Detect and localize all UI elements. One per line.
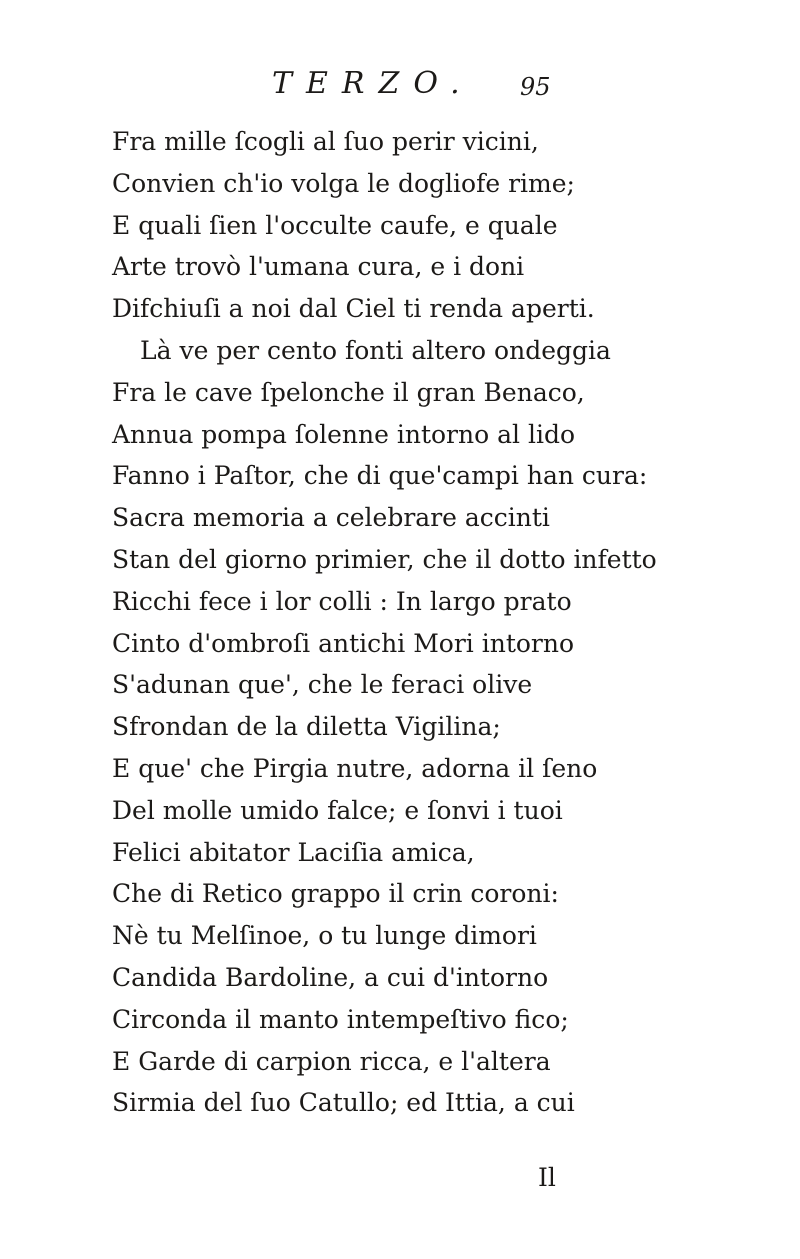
verse-line: Circonda il manto intempeſtivo fico; (112, 1004, 569, 1034)
verse-line: Nè tu Melſinoe, o tu lunge dimori (112, 921, 537, 951)
catchword: Il (538, 1163, 556, 1192)
verse-line: Annua pompa ſolenne intorno al lido (112, 419, 576, 449)
page-number: 95 (520, 73, 551, 101)
verse-line: Cinto d'ombroſi antichi Mori intorno (112, 628, 575, 658)
verse-line: Stan del giorno primier, che il dotto infetto (112, 544, 657, 574)
verse-line: Sfrondan de la diletta Vigilina; (112, 712, 501, 742)
verse-line: Fra mille ſcogli al ſuo perir vicini, (112, 127, 539, 156)
verse-line-indented: Là ve per cento fonti altero ondeggia (140, 335, 611, 365)
verse-block (112, 121, 712, 1124)
verse-line: Sirmia del ſuo Catullo; ed Ittia, a cui (112, 1088, 575, 1118)
running-head-title: TERZO. (272, 66, 474, 101)
verse-line: E quali ſien l'occulte caufe, e quale (112, 210, 558, 240)
verse-line: Felici abitator Laciſia amica, (112, 837, 475, 867)
verse-line: Candida Bardoline, a cui d'intorno (112, 962, 549, 992)
verse-line: Difchiuſi a noi dal Ciel ti renda aperti. (112, 294, 595, 324)
verse-line: Arte trovò l'umana cura, e i doni (112, 252, 525, 282)
verse-line: Ricchi fece i lor colli : In largo prato (112, 586, 572, 616)
verse-line: E que' che Pirgia nutre, adorna il ſeno (112, 753, 598, 783)
verse-line: Fanno i Paſtor, che di que'campi han cura: (112, 461, 648, 491)
verse-line: S'adunan que', che le feraci olive (112, 670, 533, 700)
verse-line: Convien ch'io volga le dogliofe rime; (112, 168, 575, 198)
verse-line: Del molle umido falce; e ſonvi i tuoi (112, 795, 563, 825)
verse-line: Sacra memoria a celebrare accinti (112, 503, 550, 533)
verse-line: Che di Retico grappo il crin coroni: (112, 879, 559, 909)
verse-line: Fra le cave ſpelonche il gran Benaco, (112, 377, 585, 407)
verse-line: E Garde di carpion ricca, e l'altera (112, 1046, 551, 1076)
